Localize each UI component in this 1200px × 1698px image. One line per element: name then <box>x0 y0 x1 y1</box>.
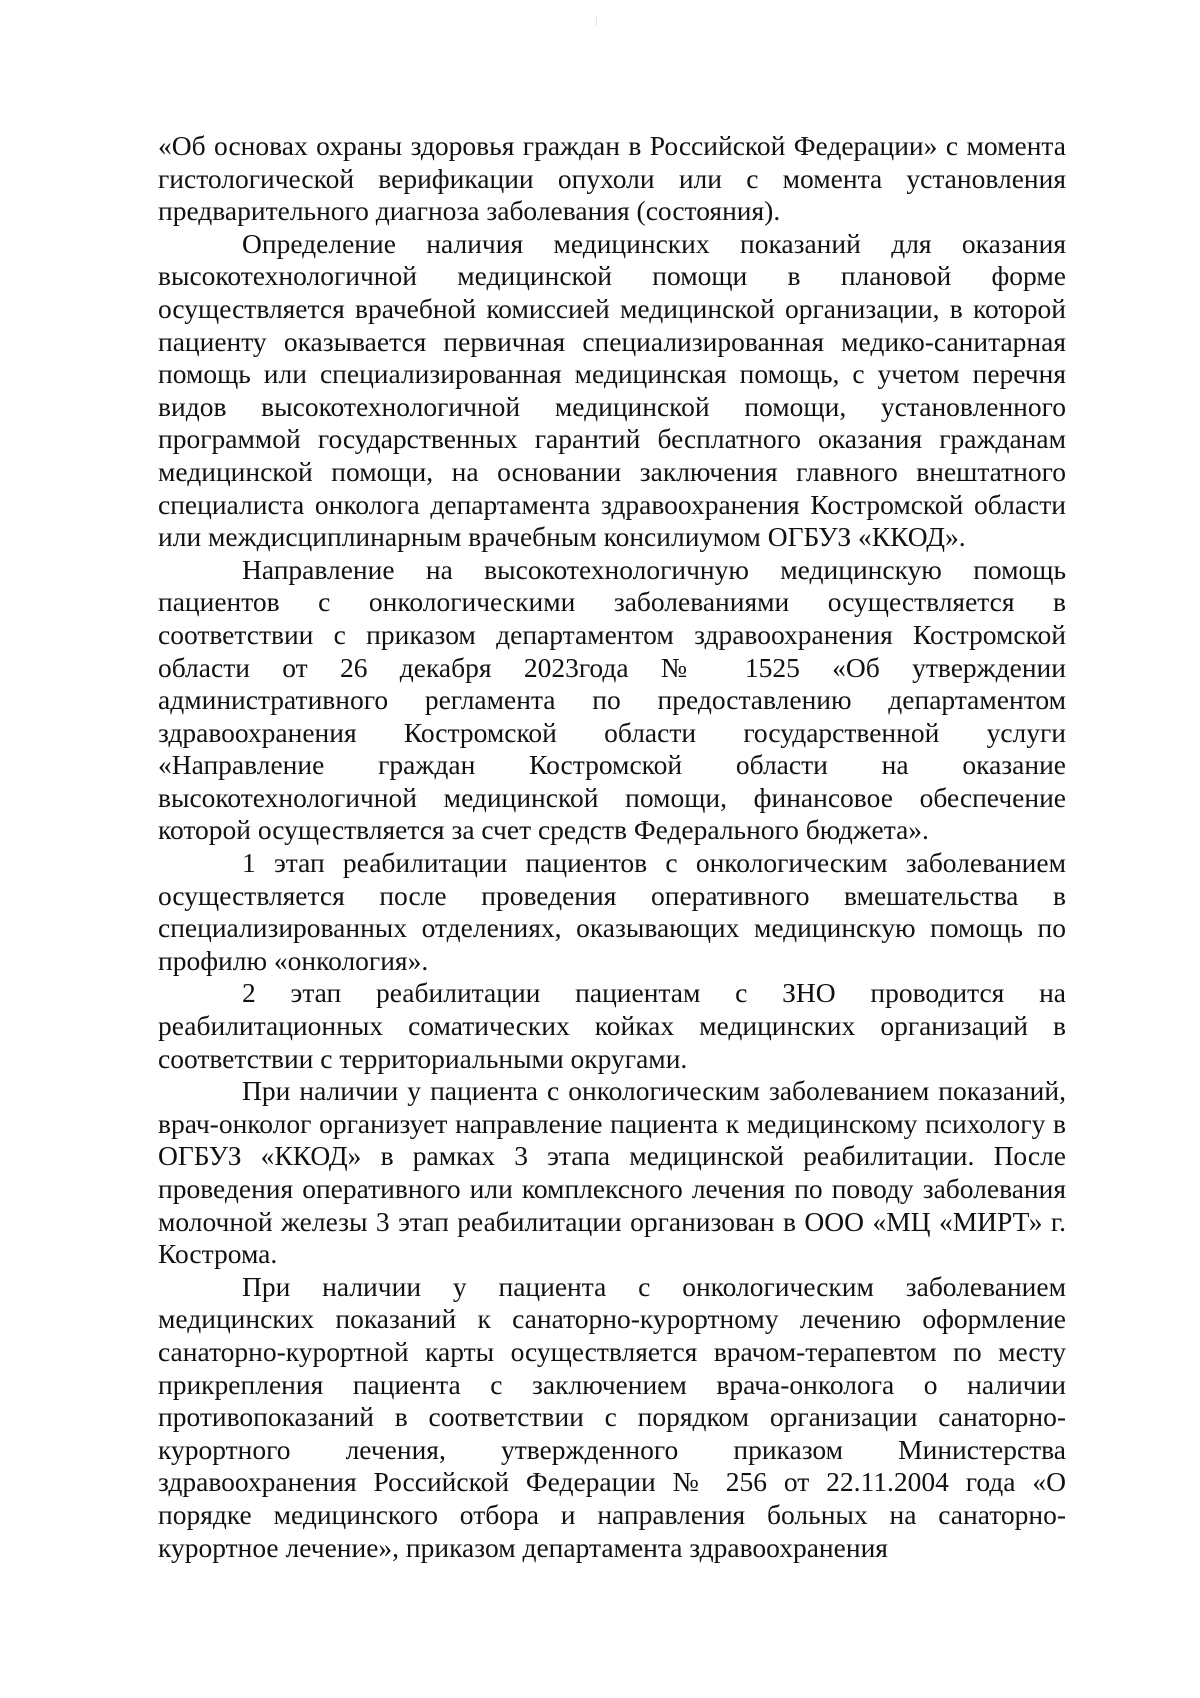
paragraph-rehab-stage-2: 2 этап реабилитации пациентам с ЗНО проводится на реабилитационных соматических койках медицинских организаций в соответствии с территориальными округами. <box>158 977 1066 1074</box>
paragraph-continuation: «Об основах охраны здоровья граждан в Российской Федерации» с момента гистологической верификации опухоли или с момента установления предварительного диагноза заболевания (состояния). <box>158 130 1066 227</box>
document-body <box>158 130 1066 1564</box>
paragraph-htmp-referral: Направление на высокотехнологичную медицинскую помощь пациентов с онкологическими заболеваниями осуществляется в соответствии с приказом департаментом здравоохранения Костромской области от 26 декабря 2023года № 1525 «Об утверждении административного регламента по предоставлению департаментом здравоохранения Костромской области государственной услуги «Направление граждан Костромской области на оказание высокотехнологичной медицинской помощи, финансовое обеспечение которой осуществляется за счет средств Федерального бюджета». <box>158 553 1066 846</box>
paragraph-htmp-indications: Определение наличия медицинских показаний для оказания высокотехнологичной медицинской помощи в плановой форме осуществляется врачебной комиссией медицинской организации, в которой пациенту оказывается первичная специализированная медико-санитарная помощь или специализированная медицинская помощь, с учетом перечня видов высокотехнологичной медицинской помощи, установленного программой государственных гарантий бесплатного оказания гражданам медицинской помощи, на основании заключения главного внештатного специалиста онколога департамента здравоохранения Костромской области или междисциплинарным врачебным консилиумом ОГБУЗ «ККОД». <box>158 227 1066 553</box>
scan-mark <box>596 16 597 26</box>
paragraph-rehab-stage-1: 1 этап реабилитации пациентов с онкологическим заболеванием осуществляется после проведения оперативного вмешательства в специализированных отделениях, оказывающих медицинскую помощь по профилю «онкология». <box>158 847 1066 976</box>
paragraph-sanatorium: При наличии у пациента с онкологическим заболеванием медицинских показаний к санаторно-курортному лечению оформление санаторно-курортной карты осуществляется врачом-терапевтом по месту прикрепления пациента с заключением врача-онколога о наличии противопоказаний в соответствии с порядком организации санаторно-курортного лечения, утвержденного приказом Министерства здравоохранения Российской Федерации № 256 от 22.11.2004 года «О порядке медицинского отбора и направления больных на санаторно-курортное лечение», приказом департамента здравоохранения <box>158 1270 1066 1563</box>
paragraph-rehab-stage-3: При наличии у пациента с онкологическим заболеванием показаний, врач-онколог организует направление пациента к медицинскому психологу в ОГБУЗ «ККОД» в рамках 3 этапа медицинской реабилитации. После проведения оперативного или комплексного лечения по поводу заболевания молочной железы 3 этап реабилитации организован в ООО «МЦ «МИРТ» г. Кострома. <box>158 1075 1066 1270</box>
